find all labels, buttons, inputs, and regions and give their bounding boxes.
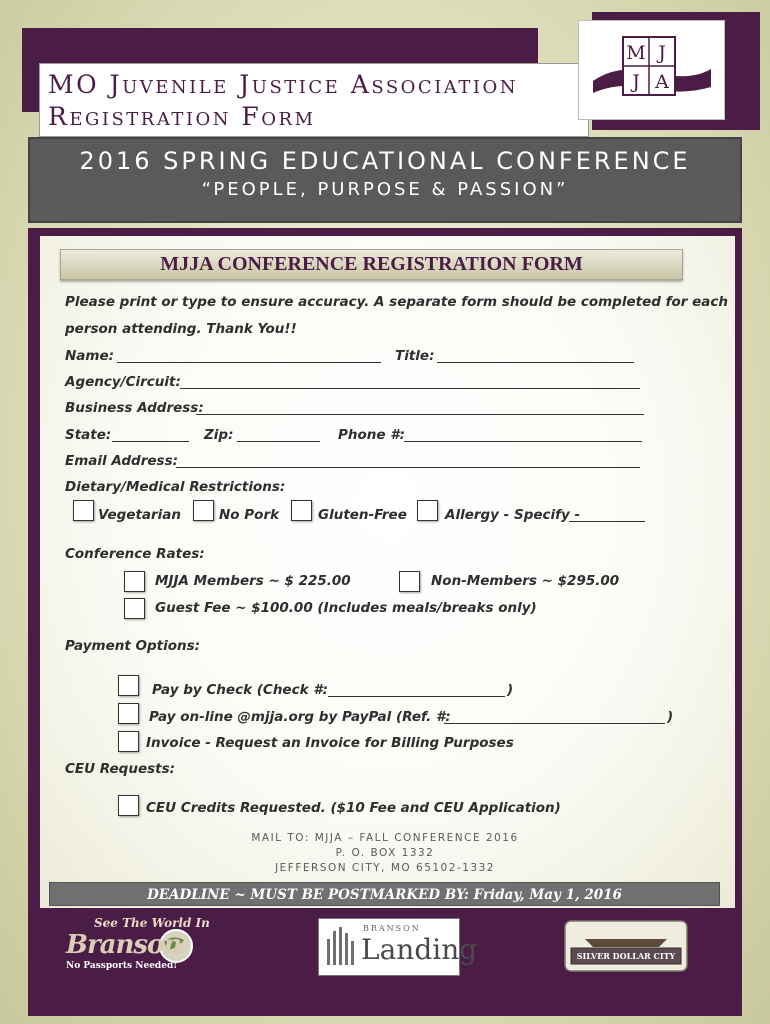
ceu-requests-label: CEU Requests:: [65, 761, 176, 777]
pay-online-label: Pay on-line @mjja.org by PayPal (Ref. #:: [149, 709, 451, 725]
branson-landing-logo: [318, 918, 478, 976]
header-title-box: [39, 63, 589, 137]
no-pork-label: No Pork: [219, 507, 280, 523]
form-title: MJJA CONFERENCE REGISTRATION FORM: [160, 253, 583, 275]
allergy-label: Allergy - Specify -: [445, 507, 581, 523]
mjja-logo-icon: [579, 21, 724, 119]
pay-online-checkbox[interactable]: [118, 703, 139, 724]
form-name: Registration Form: [48, 102, 316, 131]
mail-to-line-1: MAIL TO: MJJA – FALL CONFERENCE 2016: [251, 832, 519, 844]
banner-tagline: “PEOPLE, PURPOSE & PASSION”: [201, 179, 569, 200]
gluten-free-label: Gluten-Free: [318, 507, 407, 523]
paypal-close-paren: ): [667, 709, 674, 725]
landing-small-text: BRANSON: [363, 924, 421, 933]
payment-options-label: Payment Options:: [65, 638, 201, 654]
mjja-logo: [578, 20, 725, 120]
guest-fee-checkbox[interactable]: [124, 598, 145, 619]
non-members-rate-checkbox[interactable]: [399, 571, 420, 592]
mail-to-line-3: JEFFERSON CITY, MO 65102-1332: [275, 862, 495, 874]
business-address-field[interactable]: [196, 402, 644, 415]
gluten-free-checkbox[interactable]: [291, 500, 312, 521]
no-pork-checkbox[interactable]: [193, 500, 214, 521]
instructions-line-1: Please print or type to ensure accuracy. A separate form should be completed for each: [65, 294, 728, 310]
ceu-credits-label: CEU Credits Requested. ($10 Fee and CEU Application): [146, 800, 561, 816]
deadline-text: DEADLINE ~ MUST BE POSTMARKED BY: Friday, May 1, 2016: [147, 887, 622, 903]
vegetarian-label: Vegetarian: [98, 507, 182, 523]
branson-wordmark: Branson: [66, 930, 182, 960]
org-name: MO Juvenile Justice Association: [48, 70, 518, 99]
email-field[interactable]: [176, 455, 640, 468]
silver-dollar-city-emblem-icon: [563, 917, 689, 975]
branson-tagline-top: See The World In: [94, 916, 210, 930]
agency-label: Agency/Circuit:: [65, 374, 181, 390]
paypal-ref-field[interactable]: [444, 711, 665, 724]
non-members-rate-label: Non-Members ~ $295.00: [431, 573, 620, 589]
check-number-field[interactable]: [328, 684, 505, 697]
conference-banner: [28, 137, 742, 223]
form-title-bar: [60, 249, 683, 280]
name-field[interactable]: [117, 350, 381, 363]
members-rate-label: MJJA Members ~ $ 225.00: [155, 573, 351, 589]
state-label: State:: [65, 427, 112, 443]
name-label: Name:: [65, 348, 115, 364]
business-address-label: Business Address:: [65, 400, 204, 416]
landing-bars-icon: [325, 927, 359, 967]
branson-sponsor-logo: [60, 914, 210, 976]
allergy-specify-field[interactable]: [569, 509, 645, 522]
mail-to-line-2: P. O. BOX 1332: [335, 847, 435, 859]
invoice-label: Invoice - Request an Invoice for Billing Purposes: [146, 735, 514, 751]
pay-by-check-checkbox[interactable]: [118, 675, 139, 696]
invoice-checkbox[interactable]: [118, 731, 139, 752]
sdc-wordmark: SILVER DOLLAR CITY: [576, 951, 676, 961]
logo-letter-m: M: [626, 42, 646, 64]
dietary-label: Dietary/Medical Restrictions:: [65, 479, 286, 495]
phone-field[interactable]: [404, 429, 642, 442]
state-field[interactable]: [112, 429, 189, 442]
zip-field[interactable]: [237, 429, 320, 442]
check-close-paren: ): [507, 682, 514, 698]
logo-letter-j2: J: [632, 71, 640, 93]
ceu-credits-checkbox[interactable]: [118, 795, 139, 816]
allergy-checkbox[interactable]: [417, 500, 438, 521]
conference-rates-label: Conference Rates:: [65, 546, 205, 562]
email-label: Email Address:: [65, 453, 178, 469]
instructions-line-2: person attending. Thank You!!: [65, 321, 297, 337]
agency-field[interactable]: [180, 376, 640, 389]
logo-letter-a: A: [655, 71, 669, 93]
vegetarian-checkbox[interactable]: [73, 500, 94, 521]
zip-label: Zip:: [204, 427, 234, 443]
guest-fee-label: Guest Fee ~ $100.00 (Includes meals/breaks only): [155, 600, 537, 616]
banner-title: 2016 SPRING EDUCATIONAL CONFERENCE: [79, 147, 691, 175]
title-field[interactable]: [437, 350, 634, 363]
title-label: Title:: [395, 348, 435, 364]
landing-wordmark: Landing: [361, 933, 478, 966]
logo-letter-j1: J: [658, 42, 666, 64]
deadline-bar: [49, 882, 720, 906]
pay-by-check-label: Pay by Check (Check #:: [152, 682, 329, 698]
phone-label: Phone #:: [338, 427, 406, 443]
branson-tagline-bottom: No Passports Needed!: [66, 961, 178, 971]
members-rate-checkbox[interactable]: [124, 571, 145, 592]
silver-dollar-city-logo: [563, 917, 689, 975]
